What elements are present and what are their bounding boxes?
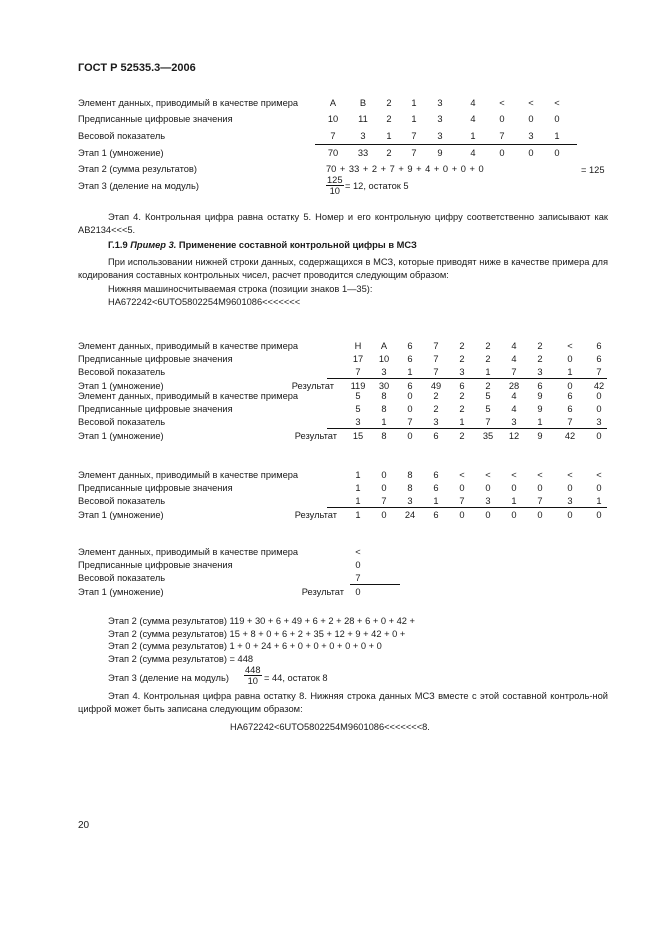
table-cell: 6 bbox=[433, 470, 439, 480]
table-cell: 11 bbox=[358, 114, 368, 124]
table-cell: 3 bbox=[485, 496, 491, 506]
table-cell: 1 bbox=[459, 417, 465, 427]
intro-paragraph: При использовании нижней строки данных, содержащихся в МСЗ, которые приводят ниже в качестве примера для кодирования составных контрольных чисел, расчет проводится следующим образом: bbox=[78, 257, 608, 280]
result-label: Результат bbox=[301, 587, 344, 597]
step2-label: Этап 2 (сумма результатов) bbox=[78, 164, 197, 174]
table-cell: 17 bbox=[352, 354, 364, 364]
table-cell: 2 bbox=[459, 341, 465, 351]
table-cell: 30 bbox=[378, 381, 390, 391]
table-cell: < bbox=[567, 341, 573, 351]
table-cell: 7 bbox=[355, 367, 361, 377]
table-cell: 0 bbox=[554, 148, 560, 158]
table-cell: 5 bbox=[355, 404, 361, 414]
table-cell: 7 bbox=[407, 417, 413, 427]
step2-expression: 70 + 33 + 2 + 7 + 9 + 4 + 0 + 0 + 0 bbox=[326, 164, 484, 174]
table-cell: 4 bbox=[470, 98, 476, 108]
table-cell: 2 bbox=[433, 404, 439, 414]
table-cell: 9 bbox=[537, 391, 543, 401]
table-cell: 28 bbox=[508, 381, 520, 391]
row-label: Предписанные цифровые значения bbox=[78, 483, 233, 493]
table-cell: < bbox=[485, 470, 491, 480]
table-cell: < bbox=[511, 470, 517, 480]
step3-label-2: Этап 3 (деление на модуль) bbox=[108, 673, 229, 683]
table-cell: 7 bbox=[355, 573, 361, 583]
table-cell: 0 bbox=[567, 381, 573, 391]
table-cell: 3 bbox=[433, 417, 439, 427]
table-cell: 1 bbox=[355, 483, 361, 493]
row-label: Этап 1 (умножение) bbox=[78, 431, 164, 441]
row-label: Этап 1 (умножение) bbox=[78, 381, 164, 391]
row-label: Этап 1 (умножение) bbox=[78, 148, 164, 158]
table-cell: 0 bbox=[485, 510, 491, 520]
table-cell: 10 bbox=[327, 114, 339, 124]
table-cell: 2 bbox=[459, 431, 465, 441]
row-label: Весовой показатель bbox=[78, 496, 166, 506]
table-cell: 3 bbox=[407, 496, 413, 506]
table-cell: 0 bbox=[407, 404, 413, 414]
table-cell: 2 bbox=[537, 341, 543, 351]
row-label: Предписанные цифровые значения bbox=[78, 114, 233, 124]
table-cell: 1 bbox=[411, 114, 417, 124]
row-label: Элемент данных, приводимый в качестве примера bbox=[78, 547, 299, 557]
numerator: 448 bbox=[245, 665, 261, 675]
table-cell: < bbox=[459, 470, 465, 480]
table-cell: 5 bbox=[485, 404, 491, 414]
table-cell: 4 bbox=[470, 148, 476, 158]
table-cell: 2 bbox=[386, 114, 392, 124]
table-cell: 7 bbox=[433, 367, 439, 377]
table-cell: 7 bbox=[485, 417, 491, 427]
table-cell: 0 bbox=[537, 483, 543, 493]
table-cell: 5 bbox=[485, 391, 491, 401]
table-rule bbox=[327, 507, 607, 508]
table-cell: 0 bbox=[596, 510, 602, 520]
table-cell: 1 bbox=[485, 367, 491, 377]
table-cell: 8 bbox=[381, 431, 387, 441]
table-cell: 1 bbox=[355, 496, 361, 506]
table-cell: 7 bbox=[537, 496, 543, 506]
table-cell: 0 bbox=[528, 148, 534, 158]
table-cell: < bbox=[554, 98, 560, 108]
table-cell: 3 bbox=[528, 131, 534, 141]
mrz-line: HA672242<6UTO5802254M9601086<<<<<<< bbox=[108, 297, 301, 307]
table-cell: 7 bbox=[381, 496, 387, 506]
table-cell: 9 bbox=[537, 431, 543, 441]
table-rule bbox=[327, 378, 607, 379]
mrz-label: Нижняя машиносчитываемая строка (позиции знаков 1—35): bbox=[108, 284, 373, 294]
table-cell: 0 bbox=[499, 114, 505, 124]
table-cell: 2 bbox=[459, 391, 465, 401]
table-cell: 0 bbox=[528, 114, 534, 124]
step4-paragraph-2: Этап 4. Контрольная цифра равна остатку 8. Нижняя строка данных МСЗ вместе с этой составной контроль-ной цифрой может быть записана следующим образом: bbox=[78, 691, 608, 714]
row-label: Этап 1 (умножение) bbox=[78, 587, 164, 597]
table-cell: < bbox=[528, 98, 534, 108]
table-cell: 7 bbox=[433, 341, 439, 351]
table-cell: 3 bbox=[537, 367, 543, 377]
table-cell: 6 bbox=[596, 354, 602, 364]
table-cell: 2 bbox=[433, 391, 439, 401]
table-cell: 8 bbox=[407, 470, 413, 480]
table-cell: 2 bbox=[386, 98, 392, 108]
table-cell: A bbox=[380, 341, 388, 351]
table-cell: 3 bbox=[437, 98, 443, 108]
table-cell: 0 bbox=[537, 510, 543, 520]
table-cell: A bbox=[329, 98, 337, 108]
table-cell: 12 bbox=[508, 431, 520, 441]
table-cell: 7 bbox=[596, 367, 602, 377]
table-cell: 6 bbox=[459, 381, 465, 391]
table-cell: 6 bbox=[433, 431, 439, 441]
table-cell: 2 bbox=[459, 354, 465, 364]
table-cell: 6 bbox=[567, 404, 573, 414]
table-cell: 3 bbox=[360, 131, 366, 141]
table-cell: 7 bbox=[411, 131, 417, 141]
table-cell: 0 bbox=[499, 148, 505, 158]
table-cell: 15 bbox=[352, 431, 364, 441]
denominator: 10 bbox=[329, 186, 340, 196]
table-cell: 70 bbox=[327, 148, 339, 158]
table-cell: 1 bbox=[470, 131, 476, 141]
step2-total: = 125 bbox=[581, 165, 605, 175]
document-header: ГОСТ Р 52535.3—2006 bbox=[78, 62, 196, 74]
row-label: Элемент данных, приводимый в качестве примера bbox=[78, 470, 299, 480]
section-example: Пример 3. bbox=[130, 240, 177, 250]
table-cell: 6 bbox=[407, 354, 413, 364]
table-cell: 2 bbox=[459, 404, 465, 414]
denominator: 10 bbox=[247, 676, 258, 686]
numerator: 125 bbox=[327, 175, 343, 185]
table-cell: 1 bbox=[537, 417, 543, 427]
table-cell: 6 bbox=[433, 483, 439, 493]
table-cell: 0 bbox=[596, 483, 602, 493]
step4-paragraph-1: Этап 4. Контрольная цифра равна остатку 5. Номер и его контрольную цифру соответственно записывают как AB2134<<<5. bbox=[78, 212, 608, 235]
table-cell: 0 bbox=[567, 510, 573, 520]
table-cell: 5 bbox=[355, 391, 361, 401]
table-cell: 4 bbox=[470, 114, 476, 124]
table-cell: 0 bbox=[596, 391, 602, 401]
table-cell: 3 bbox=[567, 496, 573, 506]
final-mrz-line: HA672242<6UTO5802254M9601086<<<<<<<8. bbox=[230, 722, 430, 732]
table-cell: 0 bbox=[407, 431, 413, 441]
table-cell: 1 bbox=[411, 98, 417, 108]
fraction bbox=[326, 175, 344, 196]
table-cell: 1 bbox=[381, 417, 387, 427]
table-cell: 1 bbox=[355, 470, 361, 480]
table-cell: 1 bbox=[511, 496, 517, 506]
table-cell: 3 bbox=[381, 367, 387, 377]
table-cell: 1 bbox=[567, 367, 573, 377]
table-cell: 0 bbox=[381, 510, 387, 520]
table-cell: 2 bbox=[386, 148, 392, 158]
section-number: Г.1.9 bbox=[108, 240, 128, 250]
row-label: Весовой показатель bbox=[78, 573, 166, 583]
table-cell: 1 bbox=[596, 496, 602, 506]
table-cell: 6 bbox=[407, 341, 413, 351]
table-cell: 10 bbox=[378, 354, 390, 364]
table-cell: 7 bbox=[499, 131, 505, 141]
section-heading bbox=[108, 240, 417, 250]
table-cell: < bbox=[596, 470, 602, 480]
table-cell: 0 bbox=[511, 483, 517, 493]
table-cell: 9 bbox=[437, 148, 443, 158]
table-cell: 0 bbox=[355, 587, 361, 597]
row-label: Весовой показатель bbox=[78, 367, 166, 377]
table-cell: 7 bbox=[433, 354, 439, 364]
table-cell: 0 bbox=[381, 483, 387, 493]
fraction-2 bbox=[244, 665, 262, 686]
table-cell: 3 bbox=[459, 367, 465, 377]
table-rule bbox=[327, 428, 607, 429]
table-cell: 0 bbox=[596, 431, 602, 441]
table-cell: 35 bbox=[482, 431, 494, 441]
table-cell: 0 bbox=[567, 483, 573, 493]
table-cell: 3 bbox=[437, 131, 443, 141]
table-cell: 9 bbox=[537, 404, 543, 414]
table-cell: 4 bbox=[511, 354, 517, 364]
row-label: Элемент данных, приводимый в качестве примера bbox=[78, 341, 299, 351]
table-cell: 3 bbox=[511, 417, 517, 427]
table-cell: 3 bbox=[355, 417, 361, 427]
table-cell: 7 bbox=[459, 496, 465, 506]
table-cell: 7 bbox=[411, 148, 417, 158]
table-cell: 0 bbox=[459, 483, 465, 493]
table-cell: 6 bbox=[537, 381, 543, 391]
table-cell: 1 bbox=[355, 510, 361, 520]
table-cell: < bbox=[567, 470, 573, 480]
table-cell: 0 bbox=[567, 354, 573, 364]
table-cell: B bbox=[359, 98, 367, 108]
table-cell: 3 bbox=[437, 114, 443, 124]
result-label: Результат bbox=[294, 431, 337, 441]
row-label: Весовой показатель bbox=[78, 417, 166, 427]
step3-label: Этап 3 (деление на модуль) bbox=[78, 181, 199, 191]
table-cell: 0 bbox=[554, 114, 560, 124]
sum-line: Этап 2 (сумма результатов) 1 + 0 + 24 + 6 + 0 + 0 + 0 + 0 + 0 + 0 bbox=[108, 641, 382, 651]
sum-line: Этап 2 (сумма результатов) 119 + 30 + 6 + 49 + 6 + 2 + 28 + 6 + 0 + 42 + bbox=[108, 616, 415, 626]
row-label: Предписанные цифровые значения bbox=[78, 560, 233, 570]
table-cell: 0 bbox=[355, 560, 361, 570]
table-cell: 8 bbox=[407, 483, 413, 493]
table-cell: 7 bbox=[511, 367, 517, 377]
table-cell: 2 bbox=[537, 354, 543, 364]
row-label: Предписанные цифровые значения bbox=[78, 404, 233, 414]
table-cell: H bbox=[354, 341, 362, 351]
table-cell: 3 bbox=[596, 417, 602, 427]
table-cell: 8 bbox=[381, 404, 387, 414]
table-cell: < bbox=[355, 547, 361, 557]
table-cell: 119 bbox=[350, 381, 366, 391]
row-label: Этап 1 (умножение) bbox=[78, 510, 164, 520]
row-label: Весовой показатель bbox=[78, 131, 166, 141]
page-number: 20 bbox=[78, 820, 90, 831]
table-cell: 42 bbox=[593, 381, 605, 391]
step3-result: = 12, остаток 5 bbox=[345, 181, 409, 191]
sum-line: Этап 2 (сумма результатов) = 448 bbox=[108, 653, 254, 664]
table-cell: 8 bbox=[381, 391, 387, 401]
table-rule bbox=[350, 584, 400, 585]
table-cell: 33 bbox=[357, 148, 369, 158]
table-cell: 7 bbox=[330, 131, 336, 141]
table-cell: 24 bbox=[404, 510, 416, 520]
table-cell: 6 bbox=[407, 381, 413, 391]
table-cell: 4 bbox=[511, 341, 517, 351]
row-label: Элемент данных, приводимый в качестве примера bbox=[78, 98, 299, 108]
table-cell: 6 bbox=[596, 341, 602, 351]
table-cell: 7 bbox=[567, 417, 573, 427]
table-cell: 4 bbox=[511, 391, 517, 401]
table-rule bbox=[315, 144, 577, 145]
table-cell: < bbox=[499, 98, 505, 108]
table-cell: 2 bbox=[485, 354, 491, 364]
table-cell: 6 bbox=[433, 510, 439, 520]
row-label: Предписанные цифровые значения bbox=[78, 354, 233, 364]
table-cell: 0 bbox=[511, 510, 517, 520]
table-cell: 42 bbox=[564, 431, 576, 441]
table-cell: 2 bbox=[485, 381, 491, 391]
row-label: Элемент данных, приводимый в качестве примера bbox=[78, 391, 299, 401]
table-cell: 0 bbox=[485, 483, 491, 493]
table-cell: 2 bbox=[485, 341, 491, 351]
table-cell: 0 bbox=[381, 470, 387, 480]
table-cell: 0 bbox=[459, 510, 465, 520]
result-label: Результат bbox=[294, 510, 337, 520]
result-label: Результат bbox=[291, 381, 334, 391]
table-cell: 49 bbox=[430, 381, 442, 391]
section-title: Применение составной контрольной цифры в МСЗ bbox=[178, 240, 417, 250]
table-cell: 1 bbox=[554, 131, 560, 141]
sum-line: Этап 2 (сумма результатов) 15 + 8 + 0 + 6 + 2 + 35 + 12 + 9 + 42 + 0 + bbox=[108, 628, 406, 639]
table-cell: < bbox=[537, 470, 543, 480]
table-cell: 6 bbox=[567, 391, 573, 401]
step3-result-2: = 44, остаток 8 bbox=[264, 673, 328, 683]
table-cell: 1 bbox=[433, 496, 439, 506]
table-cell: 4 bbox=[511, 404, 517, 414]
table-cell: 1 bbox=[407, 367, 413, 377]
table-cell: 1 bbox=[386, 131, 392, 141]
table-cell: 0 bbox=[407, 391, 413, 401]
table-cell: 0 bbox=[596, 404, 602, 414]
